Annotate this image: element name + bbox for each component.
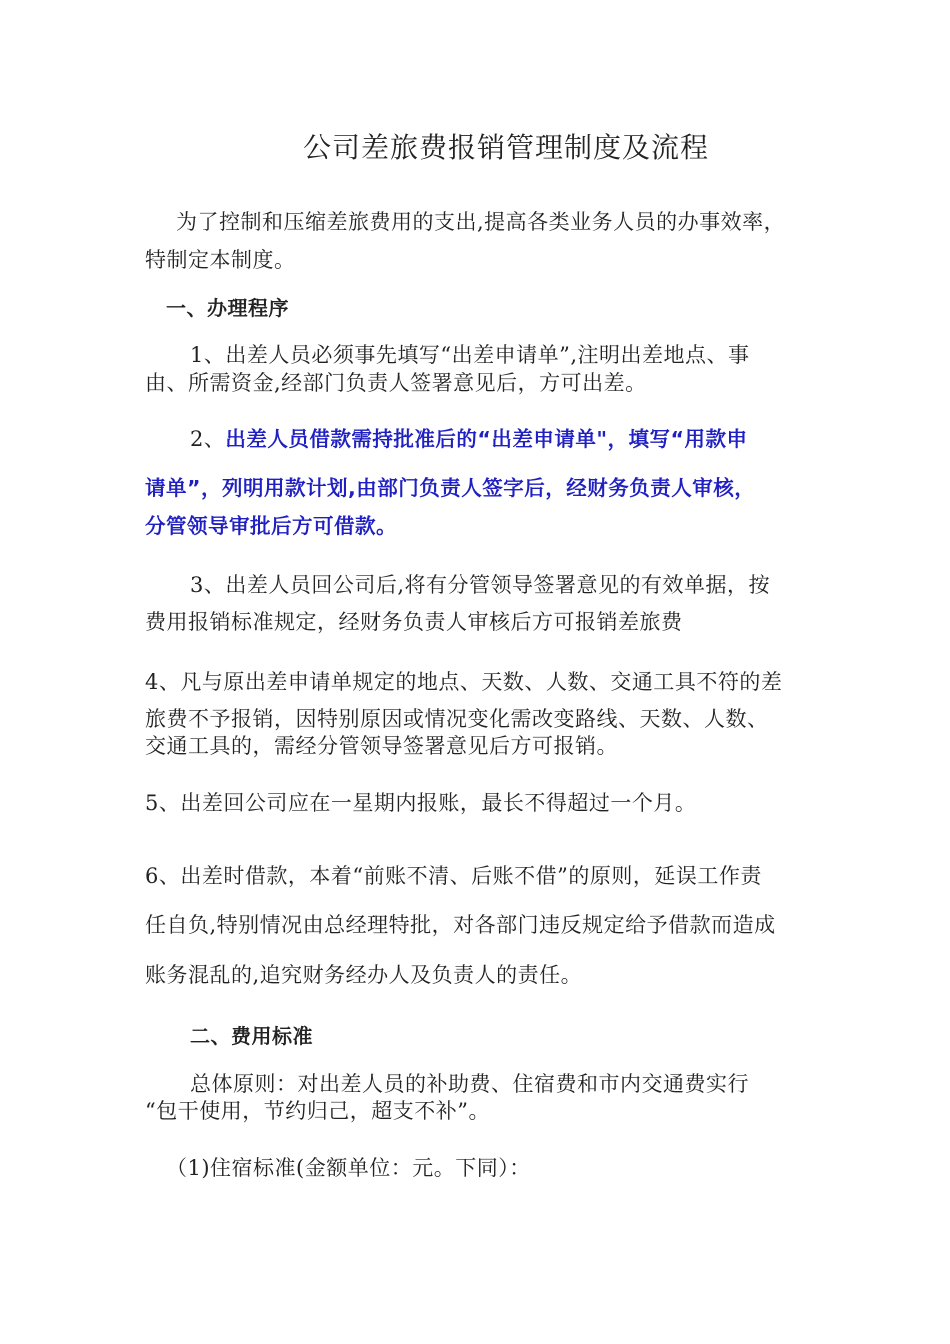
item6-line-1: 6、出差时借款，本着“前账不清、后账不借”的原则，延误工作责: [145, 864, 762, 888]
intro-line-1: 为了控制和压缩差旅费用的支出,提高各类业务人员的办事效率，: [176, 210, 786, 234]
section2-heading: 二、费用标准: [190, 1024, 313, 1048]
section1-heading: 一、办理程序: [166, 296, 289, 320]
lodging-standard: （1)住宿标准(金额单位：元。下同）：: [166, 1156, 531, 1180]
intro-line-2: 特制定本制度。: [145, 248, 296, 272]
page-title: 公司差旅费报销管理制度及流程: [303, 131, 710, 164]
principle-line-1: 总体原则：对出差人员的补助费、住宿费和市内交通费实行: [190, 1072, 749, 1096]
item2-number: 2、: [190, 427, 226, 451]
item3-line-1: 3、出差人员回公司后,将有分管领导签署意见的有效单据，按: [190, 573, 771, 597]
item4-line-2: 旅费不予报销，因特别原因或情况变化需改变路线、天数、人数、: [145, 707, 769, 731]
principle-line-2: “包干使用，节约归己，超支不补”。: [145, 1099, 490, 1123]
item2-line-3: 分管领导审批后方可借款。: [145, 514, 397, 538]
item6-line-3: 账务混乱的,追究财务经办人及负责人的责任。: [145, 963, 583, 987]
item3-line-2: 费用报销标准规定，经财务负责人审核后方可报销差旅费: [145, 610, 683, 634]
item6-line-2: 任自负,特别情况由总经理特批，对各部门违反规定给予借款而造成: [145, 913, 776, 937]
item5-line-1: 5、出差回公司应在一星期内报账，最长不得超过一个月。: [145, 791, 697, 815]
item1-line-2: 由、所需资金,经部门负责人签署意见后，方可出差。: [145, 371, 647, 395]
item1-line-1: 1、出差人员必须事先填写“出差申请单”,注明出差地点、事: [190, 343, 750, 367]
item4-line-3: 交通工具的，需经分管领导签署意见后方可报销。: [145, 734, 618, 758]
item4-line-1: 4、凡与原出差申请单规定的地点、天数、人数、交通工具不符的差: [145, 670, 783, 694]
item2-line-1: [190, 425, 748, 453]
item2-text-1: 出差人员借款需持批准后的“出差申请单"，填写“用款申: [225, 427, 748, 451]
item2-line-2: 请单”，列明用款计划,由部门负责人签字后，经财务负责人审核，: [145, 476, 756, 500]
